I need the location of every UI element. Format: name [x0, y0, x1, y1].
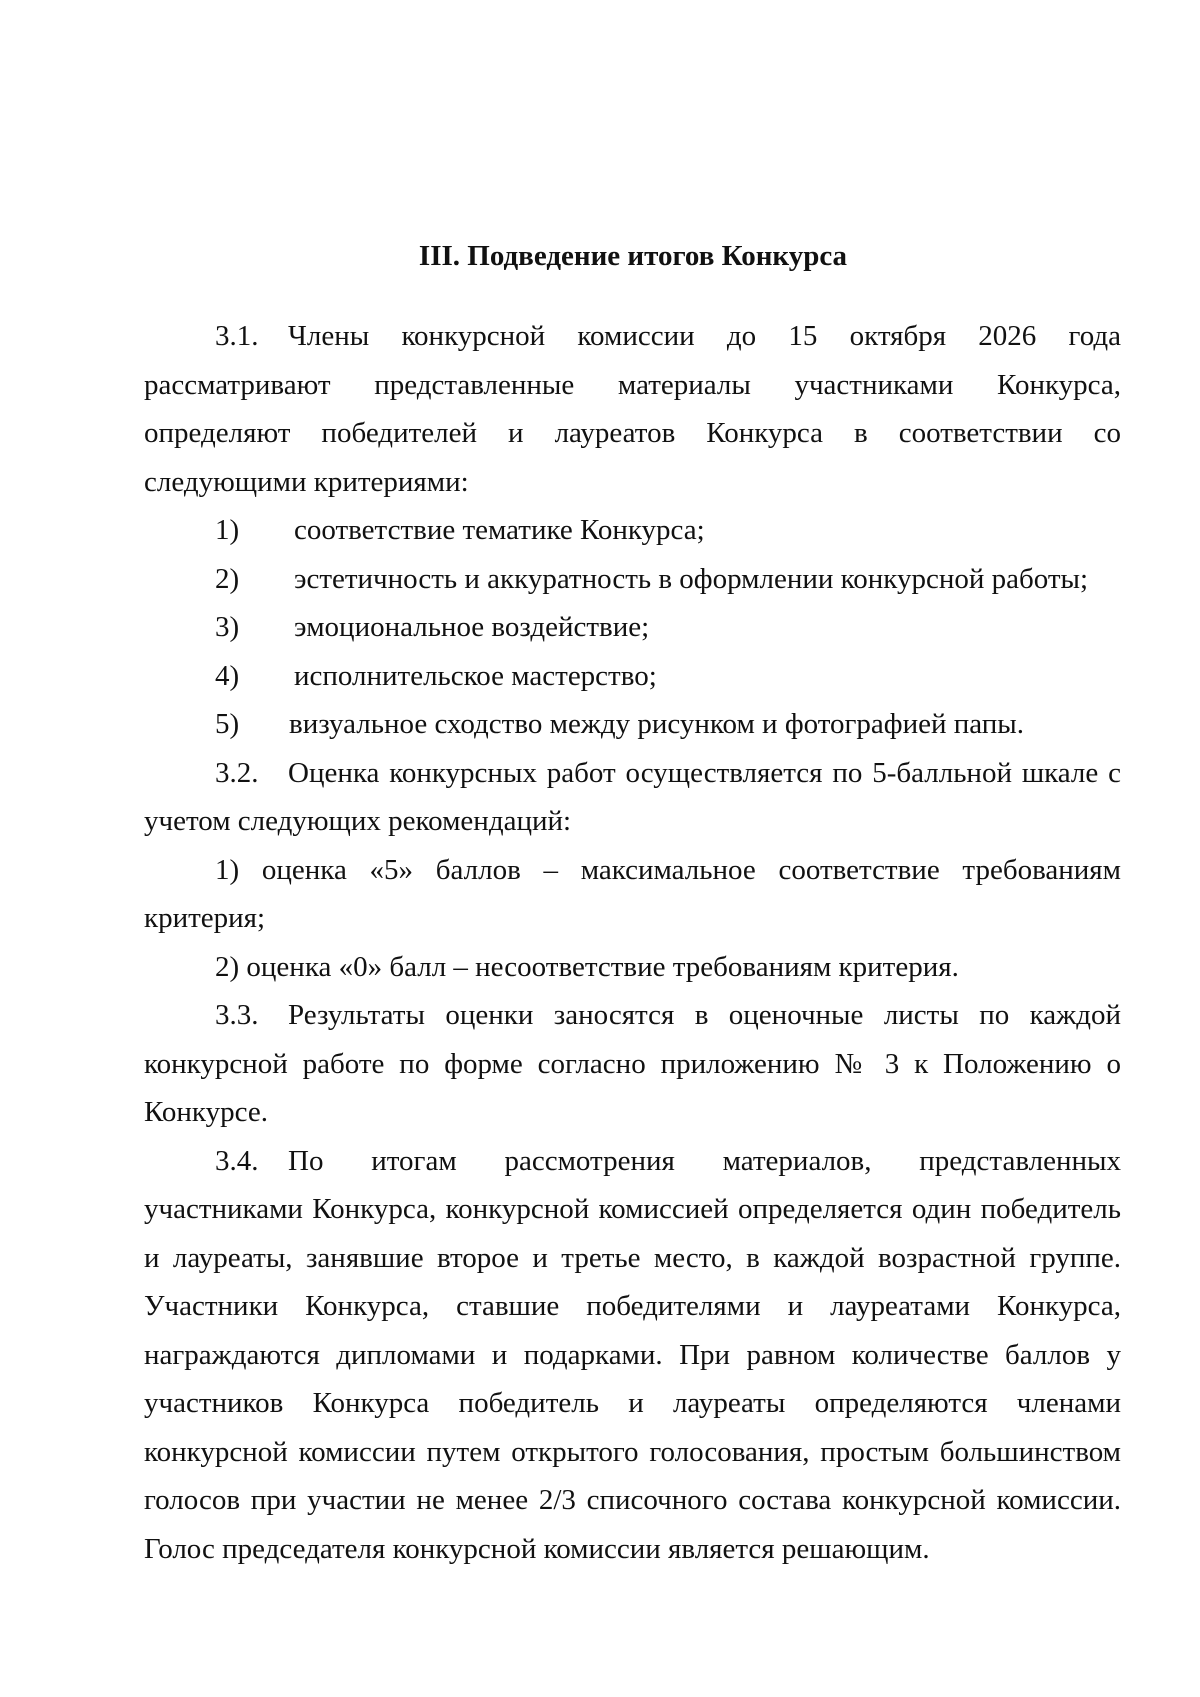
paragraph-3-1 — [144, 312, 1121, 506]
paragraph-text: Члены конкурсной комиссии до 15 октября 2026 года рассматривают представленные материалы участниками Конкурса, определяют победителей и лауреатов Конкурса в соответствии со следующими критериями: — [144, 320, 1121, 498]
criteria-item-text: соответствие тематике Конкурса; — [294, 514, 705, 546]
recommendation-item-2: 2) оценка «0» балл – несоответствие требованиям критерия. — [215, 950, 959, 983]
paragraph-number: 3.1. — [215, 320, 259, 352]
criteria-item-4 — [144, 652, 1121, 701]
paragraph-text: Оценка конкурсных работ осуществляется по 5-балльной шкале с учетом следующих рекомендаций: — [144, 756, 1121, 837]
criteria-item-2 — [144, 555, 1121, 604]
section-body — [144, 312, 1121, 1573]
recommendation-item-1: 1) оценка «5» баллов – максимальное соответствие требованиям критерия; — [144, 853, 1121, 934]
paragraph-number: 3.2. — [215, 756, 259, 789]
paragraph-text: Результаты оценки заносятся в оценочные листы по каждой конкурсной работе по форме согласно приложению № 3 к Положению о Конкурсе. — [144, 999, 1121, 1128]
criteria-item-number: 2) — [215, 562, 240, 595]
paragraph-number: 3.3. — [215, 999, 259, 1031]
paragraph-3-2 — [144, 749, 1121, 846]
section-heading: III. Подведение итогов Конкурса — [418, 240, 848, 272]
criteria-item-number: 3) — [215, 611, 240, 643]
paragraph-3-3 — [144, 991, 1121, 1137]
criteria-item-3 — [144, 603, 1121, 652]
criteria-item-number: 4) — [215, 659, 240, 692]
criteria-item-number: 1) — [215, 514, 240, 546]
criteria-item-text: исполнительское мастерство; — [294, 659, 657, 692]
criteria-item-text: эмоциональное воздействие; — [294, 611, 650, 643]
paragraph-text: По итогам рассмотрения материалов, представленных участниками Конкурса, конкурсной комиссией определяется один победитель и лауреаты, занявшие второе и третье место, в каждой возрастной группе. Участники Конкурса, ставшие победителями и лауреатами Конкурса, награждаются дипломами и подарками. При равном количестве баллов у участников Конкурса победитель и лауреаты определяются членами конкурсной комиссии путем открытого голосования, простым большинством голосов при участии не менее 2/3 списочного состава конкурсной комиссии. Голос председателя конкурсной комиссии является решающим. — [144, 1144, 1121, 1565]
paragraph-3-4 — [144, 1137, 1121, 1574]
criteria-item-5 — [144, 700, 1121, 749]
criteria-item-text: эстетичность и аккуратность в оформлении конкурсной работы; — [294, 562, 1089, 595]
paragraph-number: 3.4. — [215, 1144, 259, 1177]
criteria-item-1 — [144, 506, 1121, 555]
criteria-item-number: 5) — [215, 708, 240, 740]
criteria-item-text: визуальное сходство между рисунком и фотографией папы. — [289, 708, 1024, 740]
